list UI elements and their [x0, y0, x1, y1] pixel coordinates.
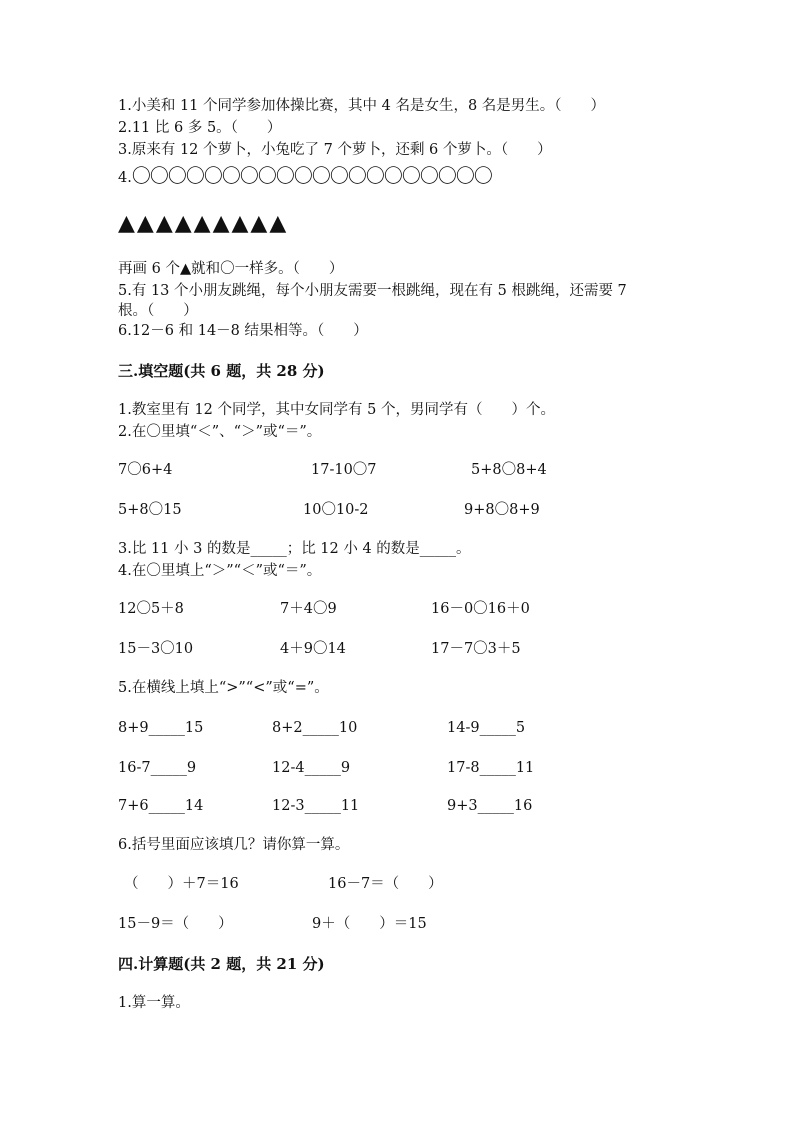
fill-question-1: 1.教室里有 12 个同学，其中女同学有 5 个，男同学有（ ）个。 [118, 402, 555, 418]
compare-item: 17-10〇7 [311, 462, 377, 478]
bracket-equation: 9＋（ ）＝15 [312, 916, 427, 932]
fill-question-2: 2.在〇里填“＜”、“＞”或“＝”。 [118, 424, 322, 440]
compare-item: 4＋9〇14 [280, 641, 346, 657]
compare-item: 5+8〇8+4 [471, 462, 547, 478]
section-4-title: 四.计算题(共 2 题，共 21 分) [118, 955, 325, 973]
compare-item: 16－0〇16＋0 [431, 601, 530, 617]
judge-question-4-number: 4. [118, 170, 132, 186]
blank-compare-item: 12-3_____11 [272, 798, 360, 814]
judge-question-1: 1.小美和 11 个同学参加体操比赛，其中 4 名是女生，8 名是男生。（ ） [118, 98, 606, 114]
bracket-equation: 16－7＝（ ） [328, 876, 443, 892]
compare-item: 10〇10-2 [303, 502, 369, 518]
bracket-equation: （ ）＋7＝16 [124, 876, 239, 892]
fill-question-3: 3.比 11 小 3 的数是_____；比 12 小 4 的数是_____。 [118, 541, 471, 557]
compare-item: 5+8〇15 [118, 502, 182, 518]
compare-item: 15－3〇10 [118, 641, 194, 657]
compare-item: 7〇6+4 [118, 462, 173, 478]
fill-question-6: 6.括号里面应该填几？请你算一算。 [118, 837, 350, 853]
judge-question-6: 6.12－6 和 14－8 结果相等。（ ） [118, 323, 368, 339]
blank-compare-item: 14-9_____5 [447, 720, 526, 736]
blank-compare-item: 17-8_____11 [447, 760, 535, 776]
judge-question-2: 2.11 比 6 多 5。（ ） [118, 120, 282, 136]
compare-item: 17－7〇3＋5 [431, 641, 521, 657]
judge-question-4-circles-row [118, 163, 492, 191]
judge-question-4-text: 再画 6 个▲就和〇一样多。（ ） [118, 261, 344, 277]
compare-item: 9+8〇8+9 [464, 502, 540, 518]
section-3-title: 三.填空题(共 6 题，共 28 分) [118, 362, 325, 380]
fill-question-4: 4.在〇里填上“＞”“＜”或“＝”。 [118, 563, 322, 579]
compare-item: 7＋4〇9 [280, 601, 337, 617]
blank-compare-item: 7+6_____14 [118, 798, 204, 814]
blank-compare-item: 9+3_____16 [447, 798, 533, 814]
compare-item: 12〇5＋8 [118, 601, 184, 617]
bracket-equation: 15－9＝（ ） [118, 916, 233, 932]
blank-compare-item: 8+2_____10 [272, 720, 358, 736]
blank-compare-item: 8+9_____15 [118, 720, 204, 736]
judge-question-3: 3.原来有 12 个萝卜，小兔吃了 7 个萝卜，还剩 6 个萝卜。（ ） [118, 142, 552, 158]
judge-question-5-line-1: 5.有 13 个小朋友跳绳，每个小朋友需要一根跳绳，现在有 5 根跳绳，还需要 7 [118, 283, 627, 299]
calc-question-1: 1.算一算。 [118, 995, 190, 1011]
fill-question-5: 5.在横线上填上“>”“<”或“=”。 [118, 680, 329, 696]
blank-compare-item: 16-7_____9 [118, 760, 197, 776]
triangle-shapes: ▲▲▲▲▲▲▲▲▲ [118, 211, 289, 236]
blank-compare-item: 12-4_____9 [272, 760, 351, 776]
judge-question-5-line-2: 根。（ ） [118, 303, 198, 319]
circle-shapes: 〇〇〇〇〇〇〇〇〇〇〇〇〇〇〇〇〇〇〇〇 [131, 165, 492, 187]
